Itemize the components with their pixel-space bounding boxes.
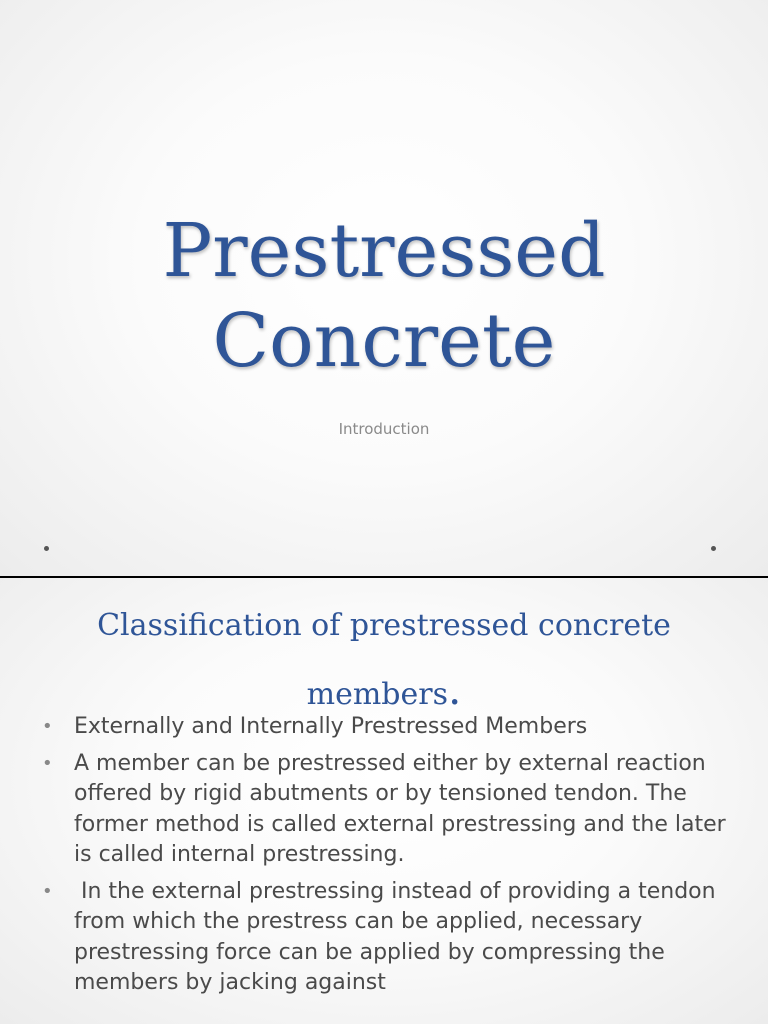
bullet-icon: • (42, 752, 53, 774)
title-line-2: Concrete (212, 298, 556, 384)
corner-dot-right (711, 546, 716, 551)
content-slide (0, 578, 768, 1024)
bullet-icon: • (42, 880, 53, 902)
heading-word: members (306, 677, 448, 712)
list-item (42, 877, 734, 999)
list-item (42, 712, 734, 743)
heading-line-1: Classification of prestressed concrete (97, 608, 671, 643)
slide-title (0, 206, 768, 386)
bullet-text: In the external prestressing instead of providing a tendon from which the prestress can be applied, necessary prestressing force can be applied by compressing the members by jacking against (74, 878, 723, 995)
heading-period: . (447, 665, 462, 714)
list-item (42, 749, 734, 871)
slide-heading (30, 594, 738, 727)
corner-dot-left (44, 546, 49, 551)
bullet-text: A member can be prestressed either by external reaction offered by rigid abutments or by tensioned tendon. The former method is called external prestressing and the later is called internal prestressing. (74, 750, 726, 867)
slide-subtitle: Introduction (338, 420, 430, 438)
bullet-icon: • (42, 716, 53, 737)
title-line-1: Prestressed (162, 208, 606, 294)
bullet-text: Externally and Internally Prestressed Members (74, 714, 588, 739)
bullet-list (42, 712, 734, 1005)
